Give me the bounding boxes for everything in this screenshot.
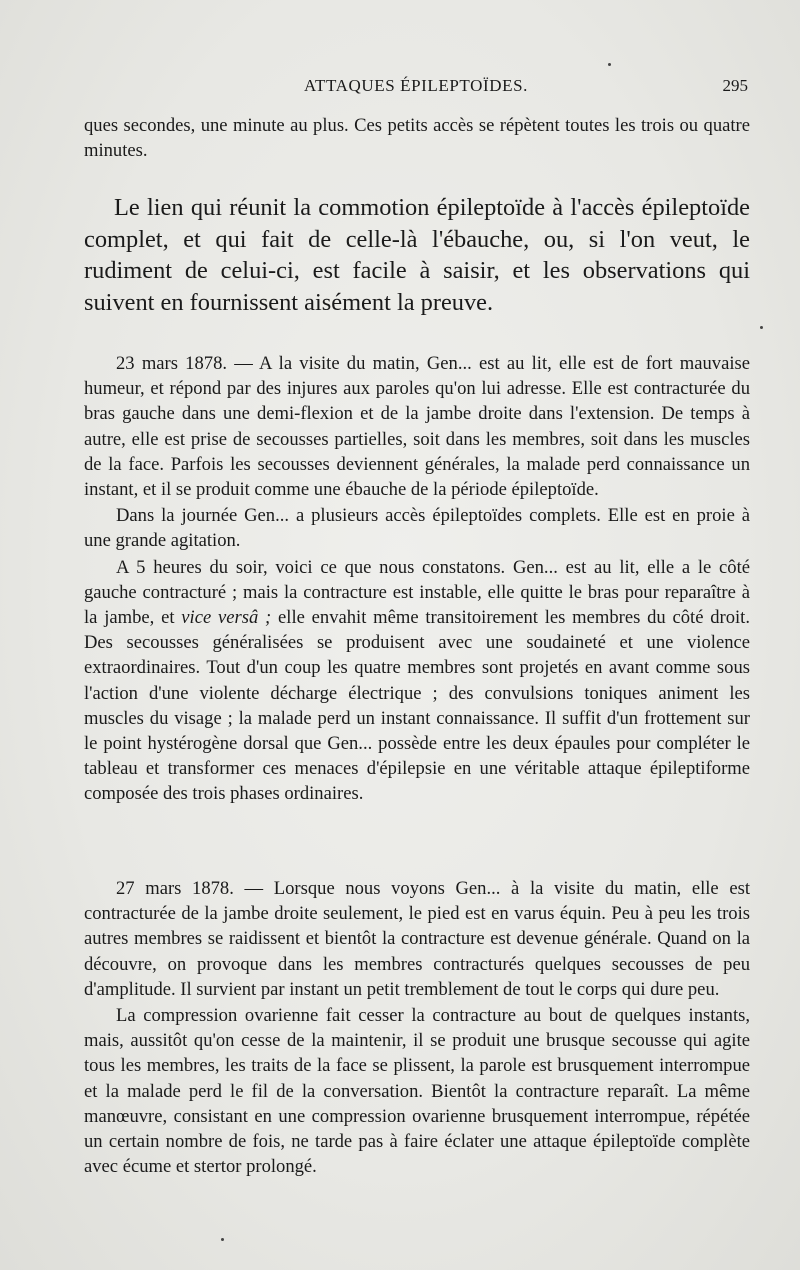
page-header xyxy=(84,76,748,98)
paragraph-3-text-after: elle envahit même transitoirement les membres du côté droit. Des secousses généralisées se produisent avec une soudaineté et une violence extraordinaires. Tout d'un coup les quatre membres sont projetés en avant comme sous l'action d'une violente décharge électrique ; des convulsions toniques animent les muscles du visage ; la malade perd un instant connaissance. Il suffit d'un frottement sur le point hystérogène dorsal que Gen... possède entre les deux épaules pour compléter le tableau et transformer ces menaces d'épilepsie en une véritable attaque épileptiforme composée des trois phases ordinaires. xyxy=(84,607,750,805)
page-number: 295 xyxy=(722,76,748,95)
intro-paragraph: ques secondes, une minute au plus. Ces petits accès se répètent toutes les trois ou quatre minutes. xyxy=(84,115,750,162)
ink-speck xyxy=(221,1238,224,1241)
ink-speck xyxy=(608,63,611,66)
latin-phrase: vice versâ ; xyxy=(181,607,272,629)
ink-speck xyxy=(760,326,763,329)
emphasized-statement: Le lien qui réunit la commotion épileptoïde à l'accès épileptoïde complet, et qui fait de celle-là l'ébauche, ou, si l'on veut, le rudiment de celui-ci, est facile à saisir, et les observations qui suivent en fournissent aisément la preuve. xyxy=(84,194,750,316)
observation-1 xyxy=(84,351,750,807)
observation-2-paragraph-2: La compression ovarienne fait cesser la contracture au bout de quelques instants, mais, aussitôt qu'on cesse de la maintenir, il se produit une brusque secousse qui agite tous les membres, les traits de la face se plissent, la parole est brusquement interrompue et la malade perd le fil de la conversation. Bientôt la contracture reparaît. La même manœuvre, consistant en une compression ovarienne brusquement interrompue, répétée un certain nombre de fois, ne tarde pas à faire éclater une attaque épileptoïde complète avec écume et stertor prolongé. xyxy=(84,1005,750,1178)
running-title: ATTAQUES ÉPILEPTOÏDES. xyxy=(303,76,529,95)
paragraph-3-text-before: A 5 heures du soir, voici ce que nous constatons. Gen... est au lit, elle a le côté gauche contracturé ; mais la contracture est instable, elle quitte le bras pour reparaître à la jambe, et xyxy=(84,556,750,629)
intro-paragraph-block xyxy=(84,113,750,163)
observation-1-paragraph-2: Dans la journée Gen... a plusieurs accès épileptoïdes complets. Elle est en proie à une grande agitation. xyxy=(84,505,750,552)
observation-1-paragraph-1: 23 mars 1878. — A la visite du matin, Gen... est au lit, elle est de fort mauvaise humeur, et répond par des injures aux paroles qu'on lui adresse. Elle est contracturée du bras gauche dans une demi-flexion et de la jambe droite dans l'extension. De temps à autre, elle est prise de secousses partielles, soit dans les membres, soit dans les muscles de la face. Parfois les secousses deviennent générales, la malade perd connaissance un instant, et il se produit comme une ébauche de la période épileptoïde. xyxy=(84,353,750,501)
observation-2 xyxy=(84,876,750,1179)
observation-1-paragraph-3 xyxy=(84,555,750,807)
observation-2-paragraph-1: 27 mars 1878. — Lorsque nous voyons Gen... à la visite du matin, elle est contracturée de la jambe droite seulement, le pied est en varus équin. Peu à peu les trois autres membres se raidissent et bientôt la contracture est devenue générale. Quand on la découvre, on provoque dans les membres contracturés quelques secousses de peu d'amplitude. Il survient par instant un petit tremblement de tout le corps qui dure peu. xyxy=(84,878,750,1000)
